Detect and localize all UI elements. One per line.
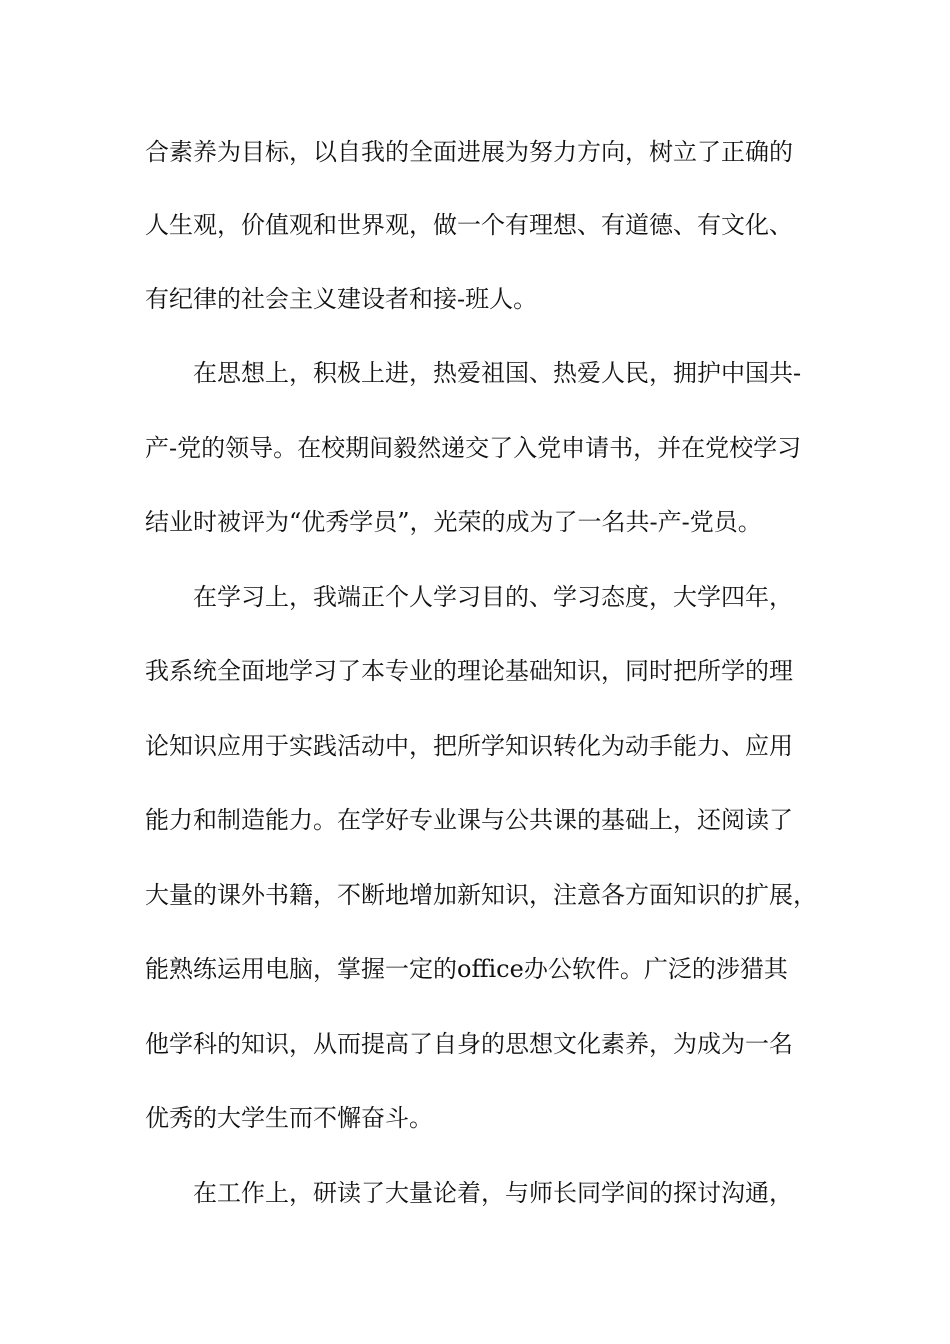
text-line: 人生观，价值观和世界观，做一个有理想、有道德、有文化、 xyxy=(145,211,793,239)
text-line: 产-党的领导。在校期间毅然递交了入党申请书，并在党校学习 xyxy=(145,434,802,462)
text-line: 能力和制造能力。在学好专业课与公共课的基础上，还阅读了 xyxy=(145,806,793,834)
text-line: 我系统全面地学习了本专业的理论基础知识，同时把所学的理 xyxy=(145,657,793,685)
paragraph-start-line: 在工作上，研读了大量论着，与师长同学间的探讨沟通， xyxy=(193,1179,793,1207)
text-line: 有纪律的社会主义建设者和接-班人。 xyxy=(145,285,538,313)
paragraph-start-line: 在思想上，积极上进，热爱祖国、热爱人民，拥护中国共- xyxy=(193,359,802,387)
text-line: 合素养为目标，以自我的全面进展为努力方向，树立了正确的 xyxy=(145,138,793,166)
text-line: 能熟练运用电脑，掌握一定的office办公软件。广泛的涉猎其 xyxy=(145,955,788,983)
text-line: 大量的课外书籍，不断地增加新知识，注意各方面知识的扩展， xyxy=(145,881,817,909)
paragraph-start-line: 在学习上，我端正个人学习目的、学习态度，大学四年， xyxy=(193,583,793,611)
text-line: 优秀的大学生而不懈奋斗。 xyxy=(145,1104,433,1132)
text-line: 论知识应用于实践活动中，把所学知识转化为动手能力、应用 xyxy=(145,732,793,760)
text-line: 结业时被评为“优秀学员”，光荣的成为了一名共-产-党员。 xyxy=(145,508,762,536)
text-line: 他学科的知识，从而提高了自身的思想文化素养，为成为一名 xyxy=(145,1030,793,1058)
